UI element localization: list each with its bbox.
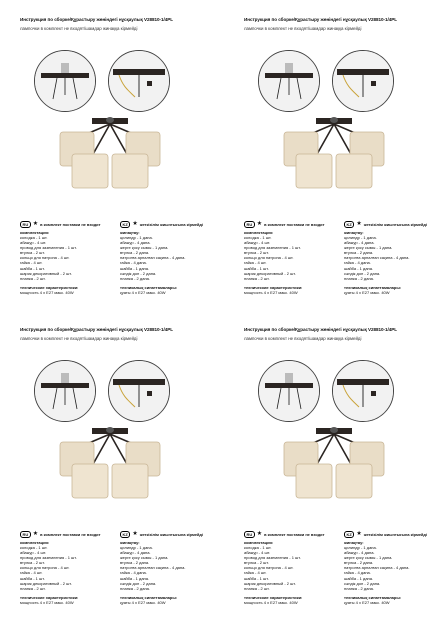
star-icon: ★ — [132, 221, 138, 227]
ru-item: шайба - 1 шт. — [244, 575, 269, 581]
kz-item: втулка - 2 дана. — [120, 560, 150, 566]
chandelier-product-image — [50, 114, 170, 196]
instruction-card — [20, 14, 216, 312]
chandelier-product-image — [274, 424, 394, 506]
ru-not-included-note: в комплект поставки не входит — [264, 531, 325, 537]
ru-item: планка - 2 шт. — [244, 585, 270, 591]
kz-item: абажур - 4 дана. — [120, 240, 151, 246]
kz-not-included-note: жеткізілім жиынтығына кірмейді — [363, 531, 427, 537]
ru-item: абажур - 4 шт. — [244, 550, 271, 556]
kz-item: цилиндр - 1 дана. — [120, 235, 153, 240]
kz-item: гайка - 4 дана. — [120, 260, 147, 266]
kz-not-included-note: жеткізілім жиынтығына кірмейді — [363, 221, 427, 227]
ru-item: гайка - 4 шт. — [20, 570, 43, 576]
instruction-card — [244, 14, 440, 312]
ru-item: кольцо для патрона - 4 шт. — [244, 565, 294, 571]
kz-item: шайба - 1 дана. — [120, 575, 150, 581]
ru-item: абажур - 4 шт. — [244, 240, 271, 246]
mounting-bracket-detail-image — [258, 50, 320, 112]
kz-language-badge: KZ — [344, 531, 354, 538]
ru-item: шайба - 1 шт. — [244, 265, 269, 271]
kz-item: абажур - 4 дана. — [120, 550, 151, 556]
mounting-bracket-detail-image — [258, 360, 320, 422]
ru-item: колодка - 1 шт. — [244, 545, 272, 550]
kz-section — [120, 530, 216, 605]
kz-item: жерге қосу сымы - 1 дана. — [344, 245, 393, 251]
kz-item: гайка - 4 дана. — [344, 260, 371, 266]
ru-specs-value: мощность 4 x E27 макс. 40W — [20, 289, 74, 295]
kz-item: жерге қосу сымы - 1 дана. — [120, 245, 169, 251]
ru-item: планка - 2 шт. — [244, 275, 270, 281]
kz-item: жерге қосу сымы - 1 дана. — [120, 555, 169, 561]
ru-item: втулка - 2 шт. — [20, 560, 45, 566]
ru-item: колодка - 1 шт. — [20, 545, 48, 550]
kz-item: планка - 2 дана. — [120, 585, 150, 591]
instruction-title: Инструкция по сборке/Құрастыру жөніндегі нұсқаулық V28810-1/4PL — [244, 327, 397, 332]
ru-item: гайка - 4 шт. — [244, 570, 267, 576]
ru-item: кольцо для патрона - 4 шт. — [20, 565, 70, 571]
ru-item: втулка - 2 шт. — [244, 250, 269, 256]
kz-item: абажур - 4 дана. — [344, 240, 375, 246]
ru-item: шарик декоративный - 2 шт. — [244, 580, 296, 586]
kz-item: сәндік доп - 2 дана. — [344, 580, 381, 586]
star-icon: ★ — [256, 221, 263, 227]
kz-not-included-note: жеткізілім жиынтығына кірмейді — [139, 531, 203, 537]
ru-not-included-note: в комплект поставки не входит — [264, 221, 325, 227]
instruction-title: Инструкция по сборке/Құрастыру жөніндегі нұсқаулық V28810-1/4PL — [244, 17, 397, 22]
ru-specs-heading: технические характеристики: — [244, 284, 303, 290]
kz-specs-value: қуаты 4 x E27 макс. 40W — [344, 599, 390, 605]
kz-item: шайба - 1 дана. — [344, 265, 374, 271]
ru-section — [244, 530, 340, 605]
star-icon: ★ — [356, 221, 362, 227]
ru-item: абажур - 4 шт. — [20, 550, 47, 556]
ru-section — [20, 220, 116, 295]
kz-specs-value: қуаты 4 x E27 макс. 40W — [120, 599, 166, 605]
kz-item: планка - 2 дана. — [344, 275, 374, 281]
wiring-detail-image — [332, 360, 394, 422]
kz-section — [120, 220, 216, 295]
kz-item: абажур - 4 дана. — [344, 550, 375, 556]
ru-item: планка - 2 шт. — [20, 585, 46, 591]
kz-specs-heading: техникалық сипаттамалары: — [120, 594, 178, 600]
ru-item: втулка - 2 шт. — [244, 560, 269, 566]
ru-item: провод для заземления - 1 шт. — [20, 245, 77, 251]
kz-item: патронға арналған сақина - 4 дана. — [344, 565, 410, 571]
ru-item: гайка - 4 шт. — [20, 260, 43, 266]
wiring-detail-image — [108, 50, 170, 112]
kz-item: патронға арналған сақина - 4 дана. — [344, 255, 410, 261]
kz-contents-heading: жинақтау: — [344, 540, 364, 545]
ru-item: шайба - 1 шт. — [20, 265, 45, 271]
instruction-subtitle: лампочки в комплект не входят/шамдар жинаққа кірмейді — [244, 336, 362, 341]
ru-specs-heading: технические характеристики: — [20, 594, 79, 600]
kz-item: патронға арналған сақина - 4 дана. — [120, 255, 186, 261]
kz-item: жерге қосу сымы - 1 дана. — [344, 555, 393, 561]
kz-item: сәндік доп - 2 дана. — [120, 270, 157, 276]
star-icon: ★ — [32, 221, 39, 227]
ru-contents-heading: комплектация: — [244, 230, 274, 235]
kz-specs-heading: техникалық сипаттамалары: — [344, 284, 402, 290]
kz-item: втулка - 2 дана. — [120, 250, 150, 256]
kz-item: сәндік доп - 2 дана. — [120, 580, 157, 586]
ru-item: кольцо для патрона - 4 шт. — [20, 255, 70, 261]
mounting-bracket-detail-image — [34, 360, 96, 422]
kz-specs-value: қуаты 4 x E27 макс. 40W — [344, 289, 390, 295]
kz-item: патронға арналған сақина - 4 дана. — [120, 565, 186, 571]
ru-specs-value: мощность 4 x E27 макс. 40W — [20, 599, 74, 605]
kz-item: шайба - 1 дана. — [344, 575, 374, 581]
kz-specs-value: қуаты 4 x E27 макс. 40W — [120, 289, 166, 295]
ru-item: колодка - 1 шт. — [244, 235, 272, 240]
instruction-title: Инструкция по сборке/Құрастыру жөніндегі нұсқаулық V28810-1/4PL — [20, 17, 173, 22]
kz-specs-heading: техникалық сипаттамалары: — [120, 284, 178, 290]
ru-item: абажур - 4 шт. — [20, 240, 47, 246]
star-icon: ★ — [256, 531, 263, 537]
mounting-bracket-detail-image — [34, 50, 96, 112]
kz-contents-heading: жинақтау: — [344, 230, 364, 235]
kz-item: втулка - 2 дана. — [344, 560, 374, 566]
kz-item: гайка - 4 дана. — [344, 570, 371, 576]
kz-specs-heading: техникалық сипаттамалары: — [344, 594, 402, 600]
ru-item: втулка - 2 шт. — [20, 250, 45, 256]
star-icon: ★ — [32, 531, 39, 537]
star-icon: ★ — [132, 531, 138, 537]
chandelier-product-image — [50, 424, 170, 506]
kz-not-included-note: жеткізілім жиынтығына кірмейді — [139, 221, 203, 227]
kz-item: сәндік доп - 2 дана. — [344, 270, 381, 276]
kz-section — [344, 530, 440, 605]
kz-contents-heading: жинақтау: — [120, 540, 140, 545]
ru-language-badge: RU — [20, 221, 31, 228]
instruction-subtitle: лампочки в комплект не входят/шамдар жинаққа кірмейді — [20, 26, 138, 31]
ru-item: провод для заземления - 1 шт. — [20, 555, 77, 561]
ru-item: гайка - 4 шт. — [244, 260, 267, 266]
ru-contents-heading: комплектация: — [20, 540, 50, 545]
ru-item: провод для заземления - 1 шт. — [244, 555, 301, 561]
ru-section — [244, 220, 340, 295]
kz-section — [344, 220, 440, 295]
star-icon: ★ — [356, 531, 362, 537]
ru-item: провод для заземления - 1 шт. — [244, 245, 301, 251]
kz-contents-heading: жинақтау: — [120, 230, 140, 235]
ru-specs-heading: технические характеристики: — [244, 594, 303, 600]
ru-item: кольцо для патрона - 4 шт. — [244, 255, 294, 261]
kz-item: цилиндр - 1 дана. — [344, 545, 377, 550]
kz-item: цилиндр - 1 дана. — [344, 235, 377, 240]
kz-language-badge: KZ — [344, 221, 354, 228]
wiring-detail-image — [332, 50, 394, 112]
kz-item: цилиндр - 1 дана. — [120, 545, 153, 550]
ru-item: шарик декоративный - 2 шт. — [244, 270, 296, 276]
instruction-card — [244, 324, 440, 622]
kz-item: гайка - 4 дана. — [120, 570, 147, 576]
ru-item: шарик декоративный - 2 шт. — [20, 270, 72, 276]
instruction-subtitle: лампочки в комплект не входят/шамдар жинаққа кірмейді — [244, 26, 362, 31]
kz-item: шайба - 1 дана. — [120, 265, 150, 271]
ru-not-included-note: в комплект поставки не входит — [40, 531, 101, 537]
ru-not-included-note: в комплект поставки не входит — [40, 221, 101, 227]
ru-specs-value: мощность 4 x E27 макс. 40W — [244, 599, 298, 605]
kz-language-badge: KZ — [120, 531, 130, 538]
kz-item: втулка - 2 дана. — [344, 250, 374, 256]
chandelier-product-image — [274, 114, 394, 196]
kz-language-badge: KZ — [120, 221, 130, 228]
instruction-subtitle: лампочки в комплект не входят/шамдар жинаққа кірмейді — [20, 336, 138, 341]
ru-item: шарик декоративный - 2 шт. — [20, 580, 72, 586]
instruction-title: Инструкция по сборке/Құрастыру жөніндегі нұсқаулық V28810-1/4PL — [20, 327, 173, 332]
ru-item: планка - 2 шт. — [20, 275, 46, 281]
kz-item: планка - 2 дана. — [344, 585, 374, 591]
ru-contents-heading: комплектация: — [244, 540, 274, 545]
ru-section — [20, 530, 116, 605]
kz-item: планка - 2 дана. — [120, 275, 150, 281]
ru-language-badge: RU — [244, 531, 255, 538]
ru-item: колодка - 1 шт. — [20, 235, 48, 240]
ru-specs-heading: технические характеристики: — [20, 284, 79, 290]
ru-contents-heading: комплектация: — [20, 230, 50, 235]
ru-item: шайба - 1 шт. — [20, 575, 45, 581]
ru-language-badge: RU — [244, 221, 255, 228]
wiring-detail-image — [108, 360, 170, 422]
ru-specs-value: мощность 4 x E27 макс. 40W — [244, 289, 298, 295]
instruction-card — [20, 324, 216, 622]
ru-language-badge: RU — [20, 531, 31, 538]
